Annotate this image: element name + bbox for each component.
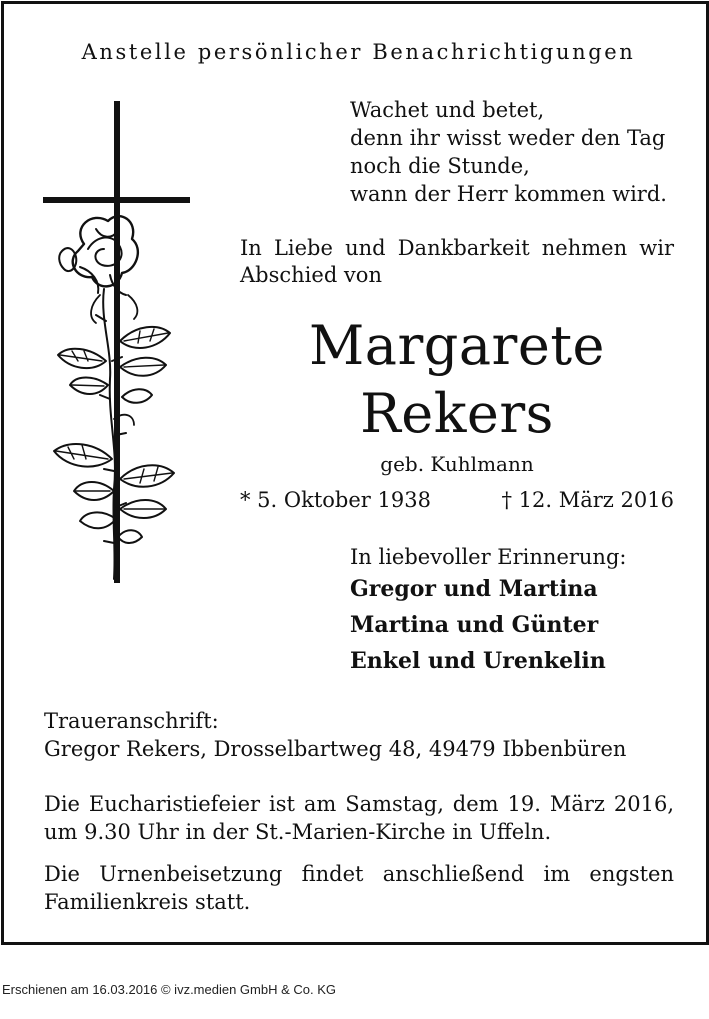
mourner-name: Gregor und Martina — [350, 576, 598, 602]
address-label: Traueranschrift: — [44, 709, 219, 733]
death-date: † 12. März 2016 — [501, 488, 674, 512]
mass-announcement: Die Eucharistiefeier ist am Samstag, dem 19. März 2016, um 9.30 Uhr in der St.-Marien-Kirche in Uffeln. — [44, 792, 674, 844]
address-text: Gregor Rekers, Drosselbartweg 48, 49479 Ibbenbüren — [44, 737, 627, 761]
farewell-intro: In Liebe und Dankbarkeit nehmen wir Abschied von — [240, 236, 674, 287]
notice-header: Anstelle persönlicher Benachrichtigungen — [81, 40, 636, 64]
bible-verse — [350, 96, 667, 208]
burial-announcement: Die Urnenbeisetzung findet anschließend im engsten Familienkreis statt. — [44, 862, 674, 914]
mourner-name: Enkel und Urenkelin — [350, 648, 606, 674]
notice-frame — [1, 1, 709, 945]
deceased-birth-name: geb. Kuhlmann — [380, 452, 534, 476]
mourning-address — [44, 707, 626, 763]
birth-date: * 5. Oktober 1938 — [240, 488, 431, 512]
deceased-last-name: Rekers — [360, 382, 554, 445]
publication-footer: Erschienen am 16.03.2016 © ivz.medien GmbH & Co. KG — [2, 982, 337, 997]
cross-with-rose-icon — [40, 99, 195, 589]
verse-line: wann der Herr kommen wird. — [350, 182, 667, 206]
mourner-name: Martina und Günter — [350, 612, 599, 638]
verse-line: denn ihr wisst weder den Tag — [350, 126, 666, 150]
verse-line: noch die Stunde, — [350, 154, 530, 178]
deceased-first-name: Margarete — [309, 314, 605, 377]
verse-line: Wachet und betet, — [350, 98, 545, 122]
mourners-block — [350, 543, 626, 679]
memory-line: In liebevoller Erinnerung: — [350, 545, 627, 569]
